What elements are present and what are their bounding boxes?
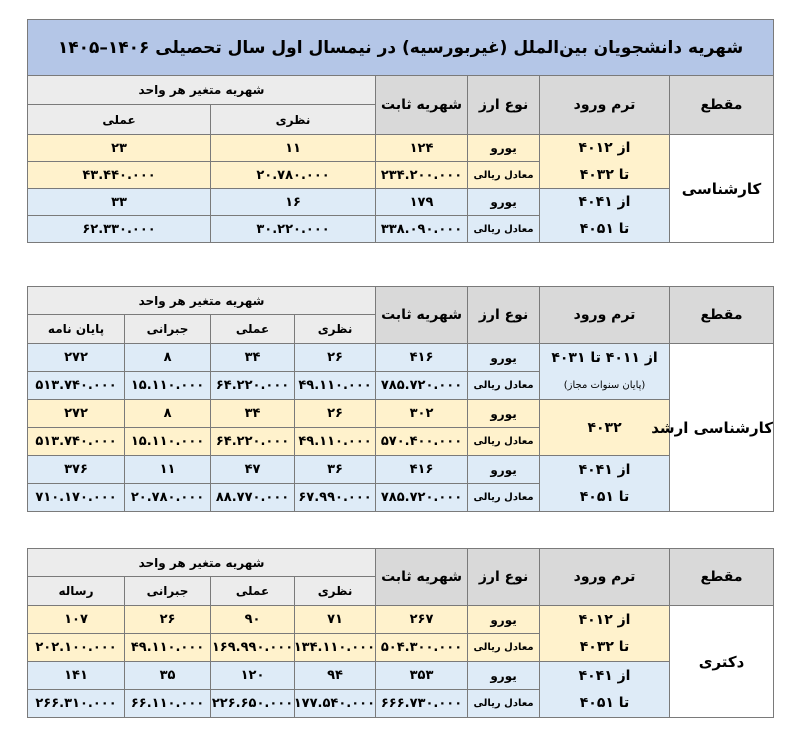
header-term: ترم ورود [540, 76, 670, 135]
term-from: از ۴۰۱۲ [540, 606, 670, 634]
header-level: مقطع [670, 549, 774, 606]
thesis-fee-euro: ۳۷۶ [28, 456, 125, 484]
term-from: از ۴۰۴۱ [540, 456, 670, 484]
compensatory-fee-rial: ۲۰.۷۸۰.۰۰۰ [125, 484, 211, 512]
practical-fee-rial: ۴۳.۴۴۰.۰۰۰ [28, 162, 211, 189]
header-theory: نظری [295, 577, 376, 606]
master-tuition-table [27, 286, 774, 512]
compensatory-fee-rial: ۴۹.۱۱۰.۰۰۰ [125, 634, 211, 662]
currency-rial: معادل ریالی [468, 216, 540, 243]
page-title: شهریه دانشجویان بین‌الملل (غیربورسیه) در نیمسال اول سال تحصیلی ۱۴۰۶–۱۴۰۵ [28, 20, 774, 76]
fixed-fee-euro: ۱۲۴ [376, 135, 468, 162]
term-to: تا ۴۰۵۱ [540, 690, 670, 718]
header-variable-fee: شهریه متغیر هر واحد [28, 549, 376, 577]
header-compensatory: جبرانی [125, 577, 211, 606]
header-fixed-fee: شهریه ثابت [376, 549, 468, 606]
practical-fee-rial: ۶۴.۲۲۰.۰۰۰ [211, 428, 295, 456]
term-to: تا ۴۰۵۱ [540, 216, 670, 243]
currency-rial: معادل ریالی [468, 372, 540, 400]
term-note: (پایان سنوات مجاز) [540, 372, 670, 400]
header-theory: نظری [211, 105, 376, 135]
header-level: مقطع [670, 76, 774, 135]
compensatory-fee-euro: ۲۶ [125, 606, 211, 634]
currency-euro: یورو [468, 189, 540, 216]
header-currency: نوع ارز [468, 549, 540, 606]
dissertation-fee-rial: ۲۶۶.۳۱۰.۰۰۰ [28, 690, 125, 718]
fixed-fee-euro: ۳۵۳ [376, 662, 468, 690]
level-cell: کارشناسی [670, 135, 774, 243]
header-fixed-fee: شهریه ثابت [376, 287, 468, 344]
theory-fee-euro: ۱۶ [211, 189, 376, 216]
term-to: تا ۴۰۳۲ [540, 162, 670, 189]
header-compensatory: جبرانی [125, 315, 211, 344]
currency-rial: معادل ریالی [468, 162, 540, 189]
practical-fee-euro: ۹۰ [211, 606, 295, 634]
theory-fee-euro: ۹۴ [295, 662, 376, 690]
fixed-fee-euro: ۳۰۲ [376, 400, 468, 428]
header-variable-fee: شهریه متغیر هر واحد [28, 287, 376, 315]
currency-euro: یورو [468, 456, 540, 484]
term-to: تا ۴۰۵۱ [540, 484, 670, 512]
header-level: مقطع [670, 287, 774, 344]
theory-fee-rial: ۳۰.۲۲۰.۰۰۰ [211, 216, 376, 243]
thesis-fee-rial: ۷۱۰.۱۷۰.۰۰۰ [28, 484, 125, 512]
practical-fee-euro: ۱۲۰ [211, 662, 295, 690]
theory-fee-euro: ۷۱ [295, 606, 376, 634]
fixed-fee-rial: ۶۶۶.۷۳۰.۰۰۰ [376, 690, 468, 718]
currency-euro: یورو [468, 135, 540, 162]
dissertation-fee-euro: ۱۴۱ [28, 662, 125, 690]
currency-rial: معادل ریالی [468, 634, 540, 662]
practical-fee-rial: ۶۴.۲۲۰.۰۰۰ [211, 372, 295, 400]
term-from: از ۴۰۴۱ [540, 662, 670, 690]
fixed-fee-euro: ۱۷۹ [376, 189, 468, 216]
theory-fee-euro: ۲۶ [295, 400, 376, 428]
theory-fee-euro: ۳۶ [295, 456, 376, 484]
dissertation-fee-rial: ۲۰۲.۱۰۰.۰۰۰ [28, 634, 125, 662]
compensatory-fee-rial: ۱۵.۱۱۰.۰۰۰ [125, 372, 211, 400]
theory-fee-rial: ۴۹.۱۱۰.۰۰۰ [295, 428, 376, 456]
header-fixed-fee: شهریه ثابت [376, 76, 468, 135]
practical-fee-euro: ۳۳ [28, 189, 211, 216]
practical-fee-euro: ۳۴ [211, 344, 295, 372]
theory-fee-rial: ۱۷۷.۵۴۰.۰۰۰ [295, 690, 376, 718]
compensatory-fee-euro: ۳۵ [125, 662, 211, 690]
header-variable-fee: شهریه متغیر هر واحد [28, 76, 376, 105]
theory-fee-euro: ۲۶ [295, 344, 376, 372]
theory-fee-euro: ۱۱ [211, 135, 376, 162]
header-theory: نظری [295, 315, 376, 344]
fixed-fee-rial: ۳۳۸.۰۹۰.۰۰۰ [376, 216, 468, 243]
practical-fee-euro: ۳۴ [211, 400, 295, 428]
compensatory-fee-euro: ۸ [125, 344, 211, 372]
header-term: ترم ورود [540, 549, 670, 606]
practical-fee-euro: ۲۳ [28, 135, 211, 162]
term-from: از ۴۰۱۲ [540, 135, 670, 162]
header-term: ترم ورود [540, 287, 670, 344]
term-from: از ۴۰۴۱ [540, 189, 670, 216]
header-currency: نوع ارز [468, 287, 540, 344]
theory-fee-rial: ۶۷.۹۹۰.۰۰۰ [295, 484, 376, 512]
thesis-fee-euro: ۲۷۲ [28, 344, 125, 372]
compensatory-fee-rial: ۱۵.۱۱۰.۰۰۰ [125, 428, 211, 456]
practical-fee-rial: ۶۲.۳۳۰.۰۰۰ [28, 216, 211, 243]
term-from: از ۴۰۱۱ تا ۴۰۳۱ [540, 344, 670, 372]
term-cell: ۴۰۳۲ [540, 400, 670, 456]
compensatory-fee-euro: ۱۱ [125, 456, 211, 484]
theory-fee-rial: ۱۳۴.۱۱۰.۰۰۰ [295, 634, 376, 662]
currency-rial: معادل ریالی [468, 484, 540, 512]
currency-euro: یورو [468, 344, 540, 372]
theory-fee-rial: ۲۰.۷۸۰.۰۰۰ [211, 162, 376, 189]
thesis-fee-rial: ۵۱۳.۷۴۰.۰۰۰ [28, 372, 125, 400]
doctoral-tuition-table [27, 548, 774, 718]
currency-rial: معادل ریالی [468, 690, 540, 718]
fixed-fee-rial: ۷۸۵.۷۲۰.۰۰۰ [376, 372, 468, 400]
practical-fee-rial: ۸۸.۷۷۰.۰۰۰ [211, 484, 295, 512]
header-practical: عملی [28, 105, 211, 135]
fixed-fee-rial: ۲۳۴.۲۰۰.۰۰۰ [376, 162, 468, 189]
currency-euro: یورو [468, 662, 540, 690]
compensatory-fee-euro: ۸ [125, 400, 211, 428]
fixed-fee-rial: ۵۰۴.۳۰۰.۰۰۰ [376, 634, 468, 662]
thesis-fee-euro: ۲۷۲ [28, 400, 125, 428]
header-thesis: پایان نامه [28, 315, 125, 344]
practical-fee-euro: ۴۷ [211, 456, 295, 484]
theory-fee-rial: ۴۹.۱۱۰.۰۰۰ [295, 372, 376, 400]
term-to: تا ۴۰۳۲ [540, 634, 670, 662]
header-dissertation: رساله [28, 577, 125, 606]
header-practical: عملی [211, 577, 295, 606]
fixed-fee-rial: ۷۸۵.۷۲۰.۰۰۰ [376, 484, 468, 512]
thesis-fee-rial: ۵۱۳.۷۴۰.۰۰۰ [28, 428, 125, 456]
header-practical: عملی [211, 315, 295, 344]
currency-euro: یورو [468, 400, 540, 428]
fixed-fee-euro: ۴۱۶ [376, 456, 468, 484]
practical-fee-rial: ۲۲۶.۶۵۰.۰۰۰ [211, 690, 295, 718]
header-currency: نوع ارز [468, 76, 540, 135]
level-cell: کارشناسی ارشد [670, 344, 774, 512]
currency-rial: معادل ریالی [468, 428, 540, 456]
practical-fee-rial: ۱۶۹.۹۹۰.۰۰۰ [211, 634, 295, 662]
fixed-fee-euro: ۲۶۷ [376, 606, 468, 634]
fixed-fee-rial: ۵۷۰.۴۰۰.۰۰۰ [376, 428, 468, 456]
level-cell: دکتری [670, 606, 774, 718]
fixed-fee-euro: ۴۱۶ [376, 344, 468, 372]
dissertation-fee-euro: ۱۰۷ [28, 606, 125, 634]
bachelor-tuition-table [27, 19, 774, 243]
currency-euro: یورو [468, 606, 540, 634]
compensatory-fee-rial: ۶۶.۱۱۰.۰۰۰ [125, 690, 211, 718]
